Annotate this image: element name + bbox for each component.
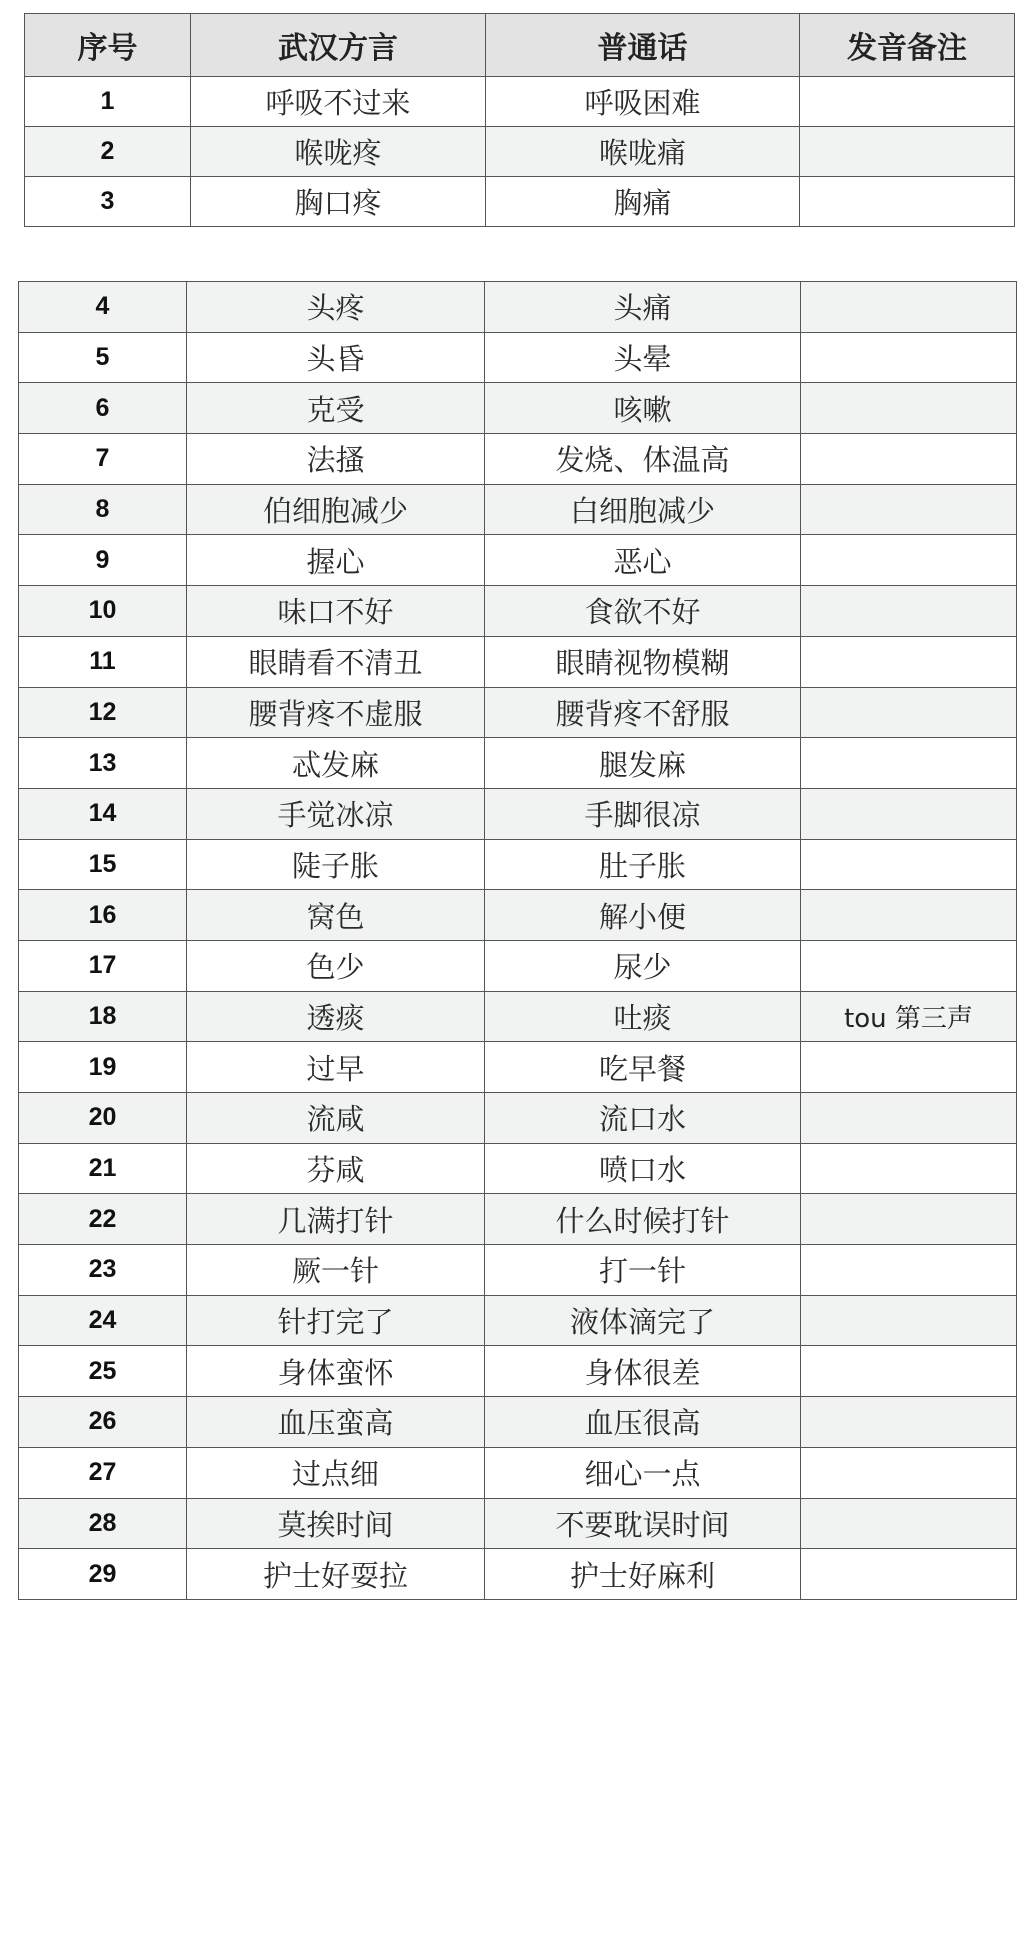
note-cell: [801, 1093, 1017, 1144]
row-index: 24: [19, 1295, 187, 1346]
note-cell: [800, 77, 1015, 127]
dialect-cell: 身体蛮怀: [187, 1346, 485, 1397]
dialect-cell: 胸口疼: [191, 177, 486, 227]
note-cell: [801, 332, 1017, 383]
header-wuhan-dialect: 武汉方言: [191, 14, 486, 77]
table-row: [19, 636, 1017, 687]
mandarin-cell: 身体很差: [485, 1346, 801, 1397]
dialect-cell: 眼睛看不清丑: [187, 636, 485, 687]
mandarin-cell: 解小便: [485, 890, 801, 941]
dialect-cell: 味口不好: [187, 586, 485, 637]
mandarin-cell: 头晕: [485, 332, 801, 383]
header-mandarin: 普通话: [486, 14, 800, 77]
mandarin-cell: 不要耽误时间: [485, 1498, 801, 1549]
table-row: [19, 1245, 1017, 1296]
dialect-cell: 护士好耍拉: [187, 1549, 485, 1600]
mandarin-cell: 肚子胀: [485, 839, 801, 890]
mandarin-cell: 手脚很凉: [485, 788, 801, 839]
mandarin-cell: 头痛: [485, 282, 801, 333]
row-index: 23: [19, 1245, 187, 1296]
table-row: [25, 77, 1015, 127]
dialect-cell: 血压蛮高: [187, 1397, 485, 1448]
dialect-cell: 厥一针: [187, 1245, 485, 1296]
table-row: [19, 484, 1017, 535]
table-row: [19, 332, 1017, 383]
note-cell: [801, 1498, 1017, 1549]
row-index: 3: [25, 177, 191, 227]
table-row: [19, 738, 1017, 789]
row-index: 25: [19, 1346, 187, 1397]
row-index: 15: [19, 839, 187, 890]
dialect-cell: 过早: [187, 1042, 485, 1093]
table-row: [19, 788, 1017, 839]
dialect-cell: 手觉冰凉: [187, 788, 485, 839]
table-row: [19, 1397, 1017, 1448]
note-cell: [801, 687, 1017, 738]
table-row: [19, 1194, 1017, 1245]
row-index: 18: [19, 991, 187, 1042]
row-index: 11: [19, 636, 187, 687]
table-row: [25, 177, 1015, 227]
note-cell: [801, 383, 1017, 434]
mandarin-cell: 喉咙痛: [486, 127, 800, 177]
mandarin-cell: 食欲不好: [485, 586, 801, 637]
note-cell: [801, 535, 1017, 586]
row-index: 17: [19, 940, 187, 991]
row-index: 13: [19, 738, 187, 789]
row-index: 5: [19, 332, 187, 383]
row-index: 14: [19, 788, 187, 839]
header-pronunciation-note: 发音备注: [800, 14, 1015, 77]
table-row: [19, 1093, 1017, 1144]
mandarin-cell: 吐痰: [485, 991, 801, 1042]
dialect-cell: 流咸: [187, 1093, 485, 1144]
row-index: 29: [19, 1549, 187, 1600]
note-cell: [801, 738, 1017, 789]
dialect-cell: 握心: [187, 535, 485, 586]
note-cell: [801, 940, 1017, 991]
table-row: [19, 890, 1017, 941]
row-index: 26: [19, 1397, 187, 1448]
note-cell: [801, 1245, 1017, 1296]
note-cell: [801, 839, 1017, 890]
dialect-cell: 陡子胀: [187, 839, 485, 890]
note-cell: [801, 1549, 1017, 1600]
dialect-cell: 头疼: [187, 282, 485, 333]
mandarin-cell: 腿发麻: [485, 738, 801, 789]
table-row: [19, 839, 1017, 890]
note-cell: [801, 1042, 1017, 1093]
table-row: [19, 1498, 1017, 1549]
note-cell: [801, 282, 1017, 333]
note-cell: [801, 586, 1017, 637]
header-index: 序号: [25, 14, 191, 77]
mandarin-cell: 眼睛视物模糊: [485, 636, 801, 687]
mandarin-cell: 流口水: [485, 1093, 801, 1144]
mandarin-cell: 尿少: [485, 940, 801, 991]
dialect-cell: 呼吸不过来: [191, 77, 486, 127]
mandarin-cell: 咳嗽: [485, 383, 801, 434]
note-cell: [801, 890, 1017, 941]
note-cell: [801, 788, 1017, 839]
note-cell: [801, 636, 1017, 687]
mandarin-cell: 护士好麻利: [485, 1549, 801, 1600]
dialect-cell: 克受: [187, 383, 485, 434]
table-row: [19, 1042, 1017, 1093]
table-row: [19, 687, 1017, 738]
row-index: 20: [19, 1093, 187, 1144]
mandarin-cell: 液体滴完了: [485, 1295, 801, 1346]
mandarin-cell: 血压很高: [485, 1397, 801, 1448]
note-cell: [801, 1194, 1017, 1245]
row-index: 6: [19, 383, 187, 434]
note-cell: [801, 1346, 1017, 1397]
table-row: [19, 1295, 1017, 1346]
dialect-cell: 芬咸: [187, 1143, 485, 1194]
table-row: [19, 1549, 1017, 1600]
mandarin-cell: 呼吸困难: [486, 77, 800, 127]
dialect-cell: 透痰: [187, 991, 485, 1042]
note-cell: [801, 434, 1017, 485]
dialect-cell: 窝色: [187, 890, 485, 941]
mandarin-cell: 吃早餐: [485, 1042, 801, 1093]
dialect-cell: 色少: [187, 940, 485, 991]
mandarin-cell: 什么时候打针: [485, 1194, 801, 1245]
table-row: [19, 434, 1017, 485]
dialect-cell: 忒发麻: [187, 738, 485, 789]
row-index: 27: [19, 1447, 187, 1498]
note-cell: [800, 177, 1015, 227]
row-index: 1: [25, 77, 191, 127]
row-index: 9: [19, 535, 187, 586]
note-cell: [801, 1397, 1017, 1448]
table-row: [19, 940, 1017, 991]
row-index: 16: [19, 890, 187, 941]
mandarin-cell: 发烧、体温高: [485, 434, 801, 485]
dialect-table-part-1: [24, 13, 1015, 227]
dialect-cell: 针打完了: [187, 1295, 485, 1346]
table-row: [19, 586, 1017, 637]
note-cell: [801, 1447, 1017, 1498]
row-index: 28: [19, 1498, 187, 1549]
table-row: [19, 1447, 1017, 1498]
dialect-cell: 莫挨时间: [187, 1498, 485, 1549]
table-row: [19, 1346, 1017, 1397]
row-index: 21: [19, 1143, 187, 1194]
row-index: 12: [19, 687, 187, 738]
mandarin-cell: 白细胞减少: [485, 484, 801, 535]
row-index: 7: [19, 434, 187, 485]
row-index: 2: [25, 127, 191, 177]
dialect-cell: 法搔: [187, 434, 485, 485]
dialect-cell: 头昏: [187, 332, 485, 383]
row-index: 4: [19, 282, 187, 333]
header-row: [25, 14, 1015, 77]
note-cell: [801, 1295, 1017, 1346]
mandarin-cell: 细心一点: [485, 1447, 801, 1498]
table-row: [25, 127, 1015, 177]
table-row: [19, 383, 1017, 434]
mandarin-cell: 恶心: [485, 535, 801, 586]
note-cell: [801, 1143, 1017, 1194]
row-index: 19: [19, 1042, 187, 1093]
mandarin-cell: 打一针: [485, 1245, 801, 1296]
mandarin-cell: 胸痛: [486, 177, 800, 227]
mandarin-cell: 腰背疼不舒服: [485, 687, 801, 738]
mandarin-cell: 喷口水: [485, 1143, 801, 1194]
table-row: [19, 535, 1017, 586]
note-cell: [801, 484, 1017, 535]
dialect-cell: 伯细胞减少: [187, 484, 485, 535]
row-index: 22: [19, 1194, 187, 1245]
row-index: 10: [19, 586, 187, 637]
dialect-cell: 喉咙疼: [191, 127, 486, 177]
dialect-cell: 腰背疼不虚服: [187, 687, 485, 738]
row-index: 8: [19, 484, 187, 535]
table-row: [19, 991, 1017, 1042]
note-cell: tou 第三声: [801, 991, 1017, 1042]
dialect-cell: 几满打针: [187, 1194, 485, 1245]
dialect-cell: 过点细: [187, 1447, 485, 1498]
dialect-table-part-2: [18, 281, 1017, 1600]
note-cell: [800, 127, 1015, 177]
table-row: [19, 1143, 1017, 1194]
table-row: [19, 282, 1017, 333]
